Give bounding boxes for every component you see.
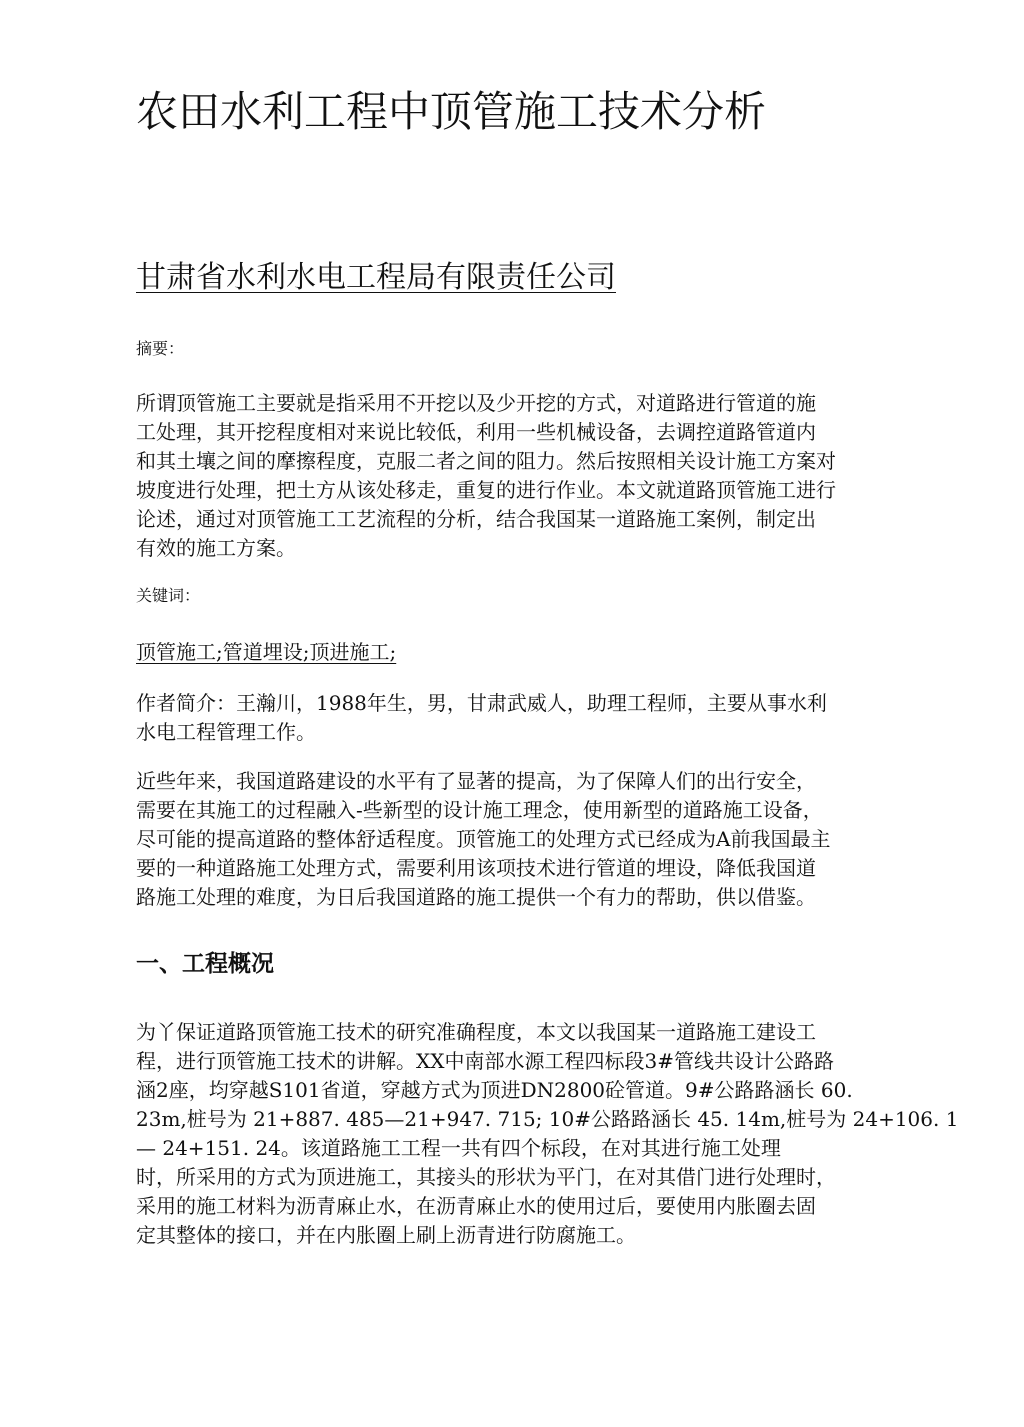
keywords-text: 顶管施工;管道埋设;顶进施工; <box>136 640 397 664</box>
document-title: 农田水利工程中顶管施工技术分析 <box>136 87 767 136</box>
section-line: 为丫保证道路顶管施工技术的研究准确程度，本文以我国某一道路施工建设工 <box>136 1020 816 1044</box>
intro-paragraph <box>136 767 876 912</box>
abstract-line: 坡度进行处理，把土方从该处移走，重复的进行作业。本文就道路顶管施工进行 <box>136 478 836 502</box>
section-line: 定其整体的接口，并在内胀圈上刷上沥青进行防腐施工。 <box>136 1223 636 1247</box>
section-line: — 24+151. 24。该道路施工工程一共有四个标段，在对其进行施工处理 <box>136 1136 781 1160</box>
intro-line: 尽可能的提高道路的整体舒适程度。顶管施工的处理方式已经成为A前我国最主 <box>136 827 831 851</box>
abstract-line: 有效的施工方案。 <box>136 536 296 560</box>
author-bio-paragraph <box>136 689 876 747</box>
keywords-label: 关键词： <box>136 586 201 605</box>
abstract-line: 工处理，其开挖程度相对来说比较低，利用一些机械设备，去调控道路管道内 <box>136 420 816 444</box>
intro-line: 路施工处理的难度，为日后我国道路的施工提供一个有力的帮助，供以借鉴。 <box>136 885 816 909</box>
section-line: 程，进行顶管施工技术的讲解。XX中南部水源工程四标段3#管线共设计公路路 <box>136 1049 834 1073</box>
author-bio-line: 作者简介：王瀚川，1988年生，男，甘肃武威人，助理工程师，主要从事水利 <box>136 691 827 715</box>
abstract-label: 摘要： <box>136 339 185 358</box>
intro-line: 要的一种道路施工处理方式，需要利用该项技术进行管道的埋设，降低我国道 <box>136 856 816 880</box>
abstract-line: 所谓顶管施工主要就是指采用不开挖以及少开挖的方式，对道路进行管道的施 <box>136 391 816 415</box>
section-line: 23m,桩号为 21+887. 485—21+947. 715; 10#公路路涵长 45. 14m,桩号为 24+106. 1 <box>136 1107 959 1131</box>
abstract-line: 和其土壤之间的摩擦程度，克服二者之间的阻力。然后按照相关设计施工方案对 <box>136 449 836 473</box>
intro-line: 需要在其施工的过程融入-些新型的设计施工理念，使用新型的道路施工设备， <box>136 798 823 822</box>
author-bio-line: 水电工程管理工作。 <box>136 720 316 744</box>
section-line: 采用的施工材料为沥青麻止水，在沥青麻止水的使用过后，要使用内胀圈去固 <box>136 1194 816 1218</box>
section-line: 涵2座，均穿越S101省道，穿越方式为顶进DN2800砼管道。9#公路路涵长 60. <box>136 1078 853 1102</box>
section-paragraph <box>136 1018 959 1250</box>
section-line: 时，所采用的方式为顶进施工，其接头的形状为平门，在对其借门进行处理时， <box>136 1165 836 1189</box>
abstract-paragraph <box>136 389 876 563</box>
abstract-line: 论述，通过对顶管施工工艺流程的分析，结合我国某一道路施工案例，制定出 <box>136 507 816 531</box>
section-heading: 一、工程概况 <box>136 950 274 977</box>
author-organization: 甘肃省水利水电工程局有限责任公司 <box>136 260 616 295</box>
intro-line: 近些年来，我国道路建设的水平有了显著的提高，为了保障人们的出行安全， <box>136 769 816 793</box>
